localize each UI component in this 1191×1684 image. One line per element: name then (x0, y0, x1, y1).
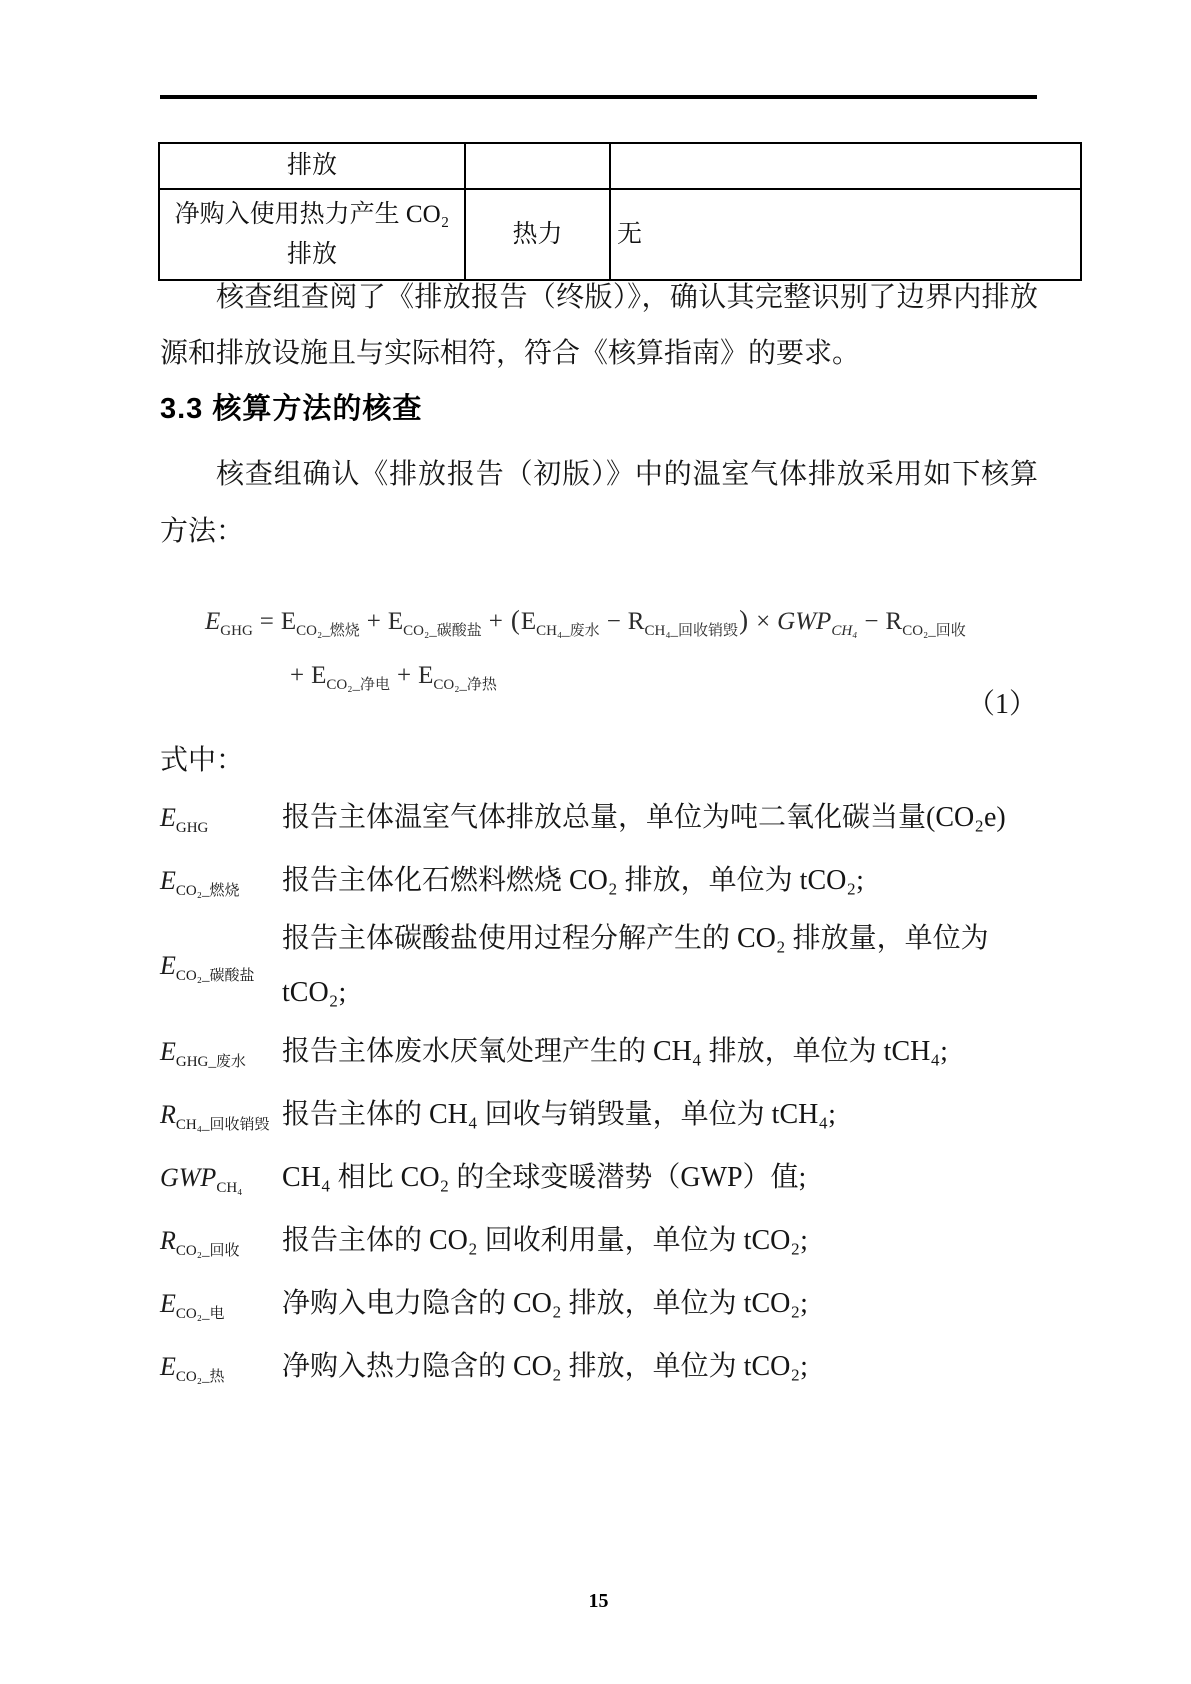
header-rule (160, 95, 1037, 99)
math-symbol: $E_{CO_2\_燃烧}$ (280, 608, 360, 639)
paren: ) (739, 605, 749, 635)
where-label: 式中： (160, 745, 245, 776)
math-symbol: $R_{CO_2\_回收}$ (160, 1225, 240, 1259)
table-row (159, 143, 1081, 189)
table-cell-source: 净购入使用热力产生 CO₂ 排放 (159, 189, 465, 280)
table-row (159, 189, 1081, 280)
definition-symbol (160, 1099, 282, 1133)
math-symbol: $E_{CO_2\_燃烧}$ (160, 865, 240, 899)
definition-symbol (160, 1288, 282, 1322)
definition-description: CH₄ 相比 CO₂ 的全球变暖潜势（GWP）值; (282, 1161, 807, 1193)
math-symbol: $E_{CO_2\_热}$ (160, 1351, 225, 1385)
table-cell-type: 热力 (465, 189, 610, 280)
math-symbol: $E_{CO_2\_净热}$ (418, 662, 497, 693)
formula-line-1 (205, 598, 966, 642)
definition-row (160, 1020, 1037, 1083)
definition-symbol (160, 802, 282, 836)
table-cell-type (465, 143, 610, 189)
definition-row (160, 1083, 1037, 1146)
definition-symbol (160, 1225, 282, 1259)
table-cell-note: 无 (610, 189, 1081, 280)
math-symbol: $R_{CH_4\_回收销毁}$ (160, 1099, 270, 1133)
operator: = (259, 608, 274, 635)
definition-description: 报告主体的 CO₂ 回收利用量，单位为 tCO₂; (282, 1224, 808, 1256)
operator: × (756, 608, 771, 635)
definition-row (160, 786, 1037, 849)
definitions-list (160, 786, 1037, 1398)
math-symbol: $GWP_{CH_4}$ (777, 608, 858, 639)
math-symbol: $R_{CO_2\_回收}$ (885, 608, 966, 639)
math-symbol: $E_{CO_2\_净电}$ (311, 662, 390, 693)
definition-row (160, 912, 1037, 1020)
definition-row (160, 1209, 1037, 1272)
operator: − (606, 608, 621, 635)
math-symbol: $E_{GHG}$ (160, 802, 209, 836)
operator: + (488, 608, 503, 635)
definition-description: 净购入电力隐含的 CO₂ 排放，单位为 tCO₂; (282, 1287, 808, 1319)
definition-row (160, 1272, 1037, 1335)
definition-symbol (160, 1351, 282, 1385)
operator: − (864, 608, 879, 635)
operator: + (396, 662, 412, 689)
definition-description: 报告主体碳酸盐使用过程分解产生的 CO₂ 排放量，单位为 tCO₂; (282, 923, 989, 1008)
definition-symbol (160, 1162, 282, 1196)
definition-row (160, 849, 1037, 912)
math-symbol: $E_{GHG\_废水}$ (160, 1036, 246, 1070)
paragraph-final-report-verification: 核查组查阅了《排放报告（终版）》，确认其完整识别了边界内排放源和排放设施且与实际相符，符合《核算指南》的要求。 (160, 282, 1038, 369)
math-symbol: $GWP_{CH_4}$ (160, 1162, 243, 1196)
table-cell-note (610, 143, 1081, 189)
definition-description: 报告主体温室气体排放总量，单位为吨二氧化碳当量(CO₂e) (282, 801, 1006, 833)
math-symbol: $E_{CH_4\_废水}$ (520, 608, 600, 639)
emissions-table (158, 142, 1082, 281)
operator: + (366, 608, 381, 635)
paragraph-method-intro: 核查组确认《排放报告（初版）》中的温室气体排放采用如下核算方法： (160, 459, 1038, 547)
paren: ( (510, 605, 520, 635)
equation-number: （1） (966, 689, 1037, 720)
table-cell-source: 排放 (159, 143, 465, 189)
definition-symbol (160, 1036, 282, 1070)
definition-row (160, 1146, 1037, 1209)
operator: + (290, 662, 305, 689)
definition-description: 报告主体的 CH₄ 回收与销毁量，单位为 tCH₄; (282, 1098, 836, 1130)
definition-description: 净购入热力隐含的 CO₂ 排放，单位为 tCO₂; (282, 1350, 808, 1382)
definition-symbol (160, 865, 282, 899)
definition-symbol (160, 951, 282, 985)
math-symbol: $E_{GHG}$ (205, 608, 253, 639)
math-symbol: $E_{CO_2\_电}$ (160, 1288, 225, 1322)
definition-description: 报告主体化石燃料燃烧 CO₂ 排放，单位为 tCO₂; (282, 864, 864, 896)
math-symbol: $E_{CO_2\_碳酸盐}$ (387, 608, 482, 639)
definition-description: 报告主体废水厌氧处理产生的 CH₄ 排放，单位为 tCH₄; (282, 1035, 948, 1067)
page-number: 15 (588, 1590, 609, 1612)
math-symbol: $E_{CO_2\_碳酸盐}$ (160, 951, 255, 985)
math-symbol: $R_{CH_4\_回收销毁}$ (627, 608, 739, 639)
definition-row (160, 1335, 1037, 1398)
section-heading: 3.3 核算方法的核查 (160, 393, 423, 425)
